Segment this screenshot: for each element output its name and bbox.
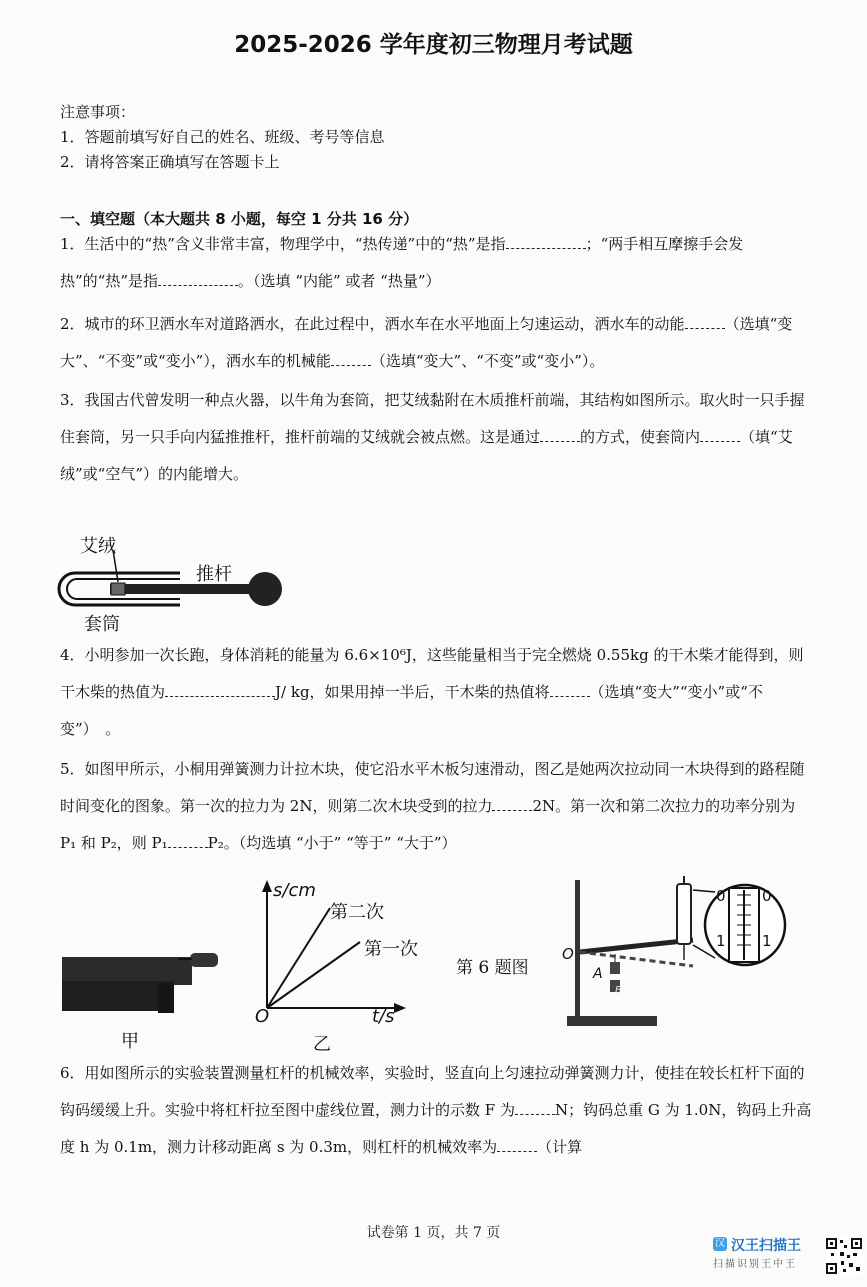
question-6 (60, 1055, 815, 1166)
graph-line-first (267, 942, 360, 1008)
fig5-line2-label: 第二次 (330, 902, 384, 923)
q6-text-c: （计算 (537, 1138, 583, 1156)
fig6-caption: 第 6 题图 (456, 958, 529, 978)
q4-text-b: J/ kg，如果用掉一半后，干木柴的热值将 (275, 683, 550, 701)
q1-text-c: 。（选填 “内能” 或者 “热量”） (238, 272, 441, 290)
notes-item-1: 1．答题前填写好自己的姓名、班级、考号等信息 (60, 128, 385, 146)
q4-text-c: （选填“变大”“变小”或“不变”） 。 (60, 683, 763, 738)
fig6-label-B: B (615, 985, 622, 996)
page-title: 2025-2026 学年度初三物理月考试题 (234, 32, 633, 58)
q6-text-a: 6．用如图所示的实验装置测量杠杆的机械效率，实验时，竖直向上匀速拉动弹簧测力计，使挂在较长杠杆下面的钩码缓缓上升。实验中将杠杆拉至图中虚线位置，测力计的示数 F 为 (60, 1064, 805, 1119)
fig5-y-axis-label: s/cm (273, 880, 316, 901)
fig5-x-axis-label: t/s (372, 1006, 395, 1027)
q2-blank-1 (685, 313, 725, 329)
question-1 (60, 226, 815, 300)
question-3 (60, 382, 815, 493)
fig5-origin-label: O (255, 1006, 270, 1027)
fig6-scale-1-left: 1 (716, 932, 726, 950)
fig5-line1-label: 第一次 (364, 939, 418, 960)
notes-heading: 注意事项： (60, 103, 136, 121)
q3-text-a: 3．我国古代曾发明一种点火器，以牛角为套筒，把艾绒黏附在木质推杆前端，其结构如图所示。取火时一只手握住套筒，另一只手向内猛推推杆，推杆前端的艾绒就会被点燃。这是通过 (60, 391, 805, 446)
question-4 (60, 637, 815, 748)
fig5-label-yi: 乙 (313, 1034, 331, 1055)
q2-text-c: （选填“变大”、“不变”或“变小”）。 (370, 352, 605, 370)
q3-blank-1 (540, 426, 580, 442)
fig6-scale-0-right: 0 (762, 887, 772, 905)
fig3-label-taotong: 套筒 (84, 614, 120, 635)
watermark-subtitle: 扫描识别王中王 (713, 1259, 797, 1270)
q5-text-b: 2N。第一次和第二次拉力的功率分别为 P₁ 和 P₂，则 P₁ (60, 797, 796, 852)
q1-text-b: ；“两手相互摩擦手会发热”的“热”是指 (60, 235, 744, 290)
q4-blank-2 (550, 681, 590, 697)
question-5 (60, 751, 815, 862)
section-heading: 一、填空题（本大题共 8 小题，每空 1 分共 16 分） (60, 210, 419, 228)
q1-blank-2 (158, 270, 238, 286)
q1-text-a: 1．生活中的“热”含义非常丰富，物理学中，“热传递”中的“热”是指 (60, 235, 506, 253)
watermark-name: 汉王扫描王 (731, 1238, 801, 1254)
q4-blank-1 (165, 681, 275, 697)
q6-blank-2 (497, 1136, 537, 1152)
q3-text-c: （填“艾绒”或“空气”）的内能增大。 (60, 428, 793, 483)
q4-text-a: 4．小明参加一次长跑，身体消耗的能量为 6.6×10⁶J，这些能量相当于完全燃烧 0.55kg 的干木柴才能得到，则干木柴的热值为 (60, 646, 804, 701)
q6-blank-1 (515, 1099, 555, 1115)
q2-blank-2 (331, 350, 371, 366)
fig6-lever-apparatus (565, 870, 795, 1032)
q1-blank-1 (506, 233, 586, 249)
fig5-jia-photo (60, 945, 220, 1020)
fig3-label-airong: 艾绒 (80, 536, 116, 557)
notes (60, 100, 815, 175)
fig6-scale-1-right: 1 (762, 932, 772, 950)
q5-blank-1 (492, 795, 532, 811)
scanner-logo-icon: 汉 (715, 1238, 725, 1249)
page-footer: 试卷第 1 页，共 7 页 (366, 1225, 501, 1241)
graph-line-second (267, 908, 330, 1008)
q2-text-b: （选填“变大”、“不变”或“变小”），洒水车的机械能 (60, 315, 793, 370)
scanner-watermark (713, 1235, 823, 1269)
fig3-label-tuigan: 推杆 (196, 564, 232, 585)
q5-text-c: P₂。（均选填 “小于” “等于” “大于”） (207, 834, 457, 852)
fig6-label-A: A (593, 966, 603, 982)
q2-text-a: 2．城市的环卫洒水车对道路洒水，在此过程中，洒水车在水平地面上匀速运动，洒水车的动能 (60, 315, 685, 333)
notes-item-2: 2．请将答案正确填写在答题卡上 (60, 153, 280, 171)
q6-text-b: N；钩码总重 G 为 1.0N，钩码上升高度 h 为 0.1m，测力计移动距离 s 为 0.3m，则杠杆的机械效率为 (60, 1101, 812, 1156)
fig5-label-jia: 甲 (121, 1031, 139, 1052)
q5-blank-2 (168, 832, 208, 848)
fig6-label-O: O (562, 945, 574, 963)
qr-code-icon (825, 1237, 863, 1275)
q5-text-a: 5．如图甲所示，小桐用弹簧测力计拉木块，使它沿水平木板匀速滑动，图乙是她两次拉动同一木块得到的路程随时间变化的图象。第一次的拉力为 2N，则第二次木块受到的拉力 (60, 760, 805, 815)
fig6-scale-0-left: 0 (716, 887, 726, 905)
question-2 (60, 306, 815, 380)
q3-blank-2 (700, 426, 740, 442)
q3-text-b: 的方式，使套筒内 (580, 428, 701, 446)
